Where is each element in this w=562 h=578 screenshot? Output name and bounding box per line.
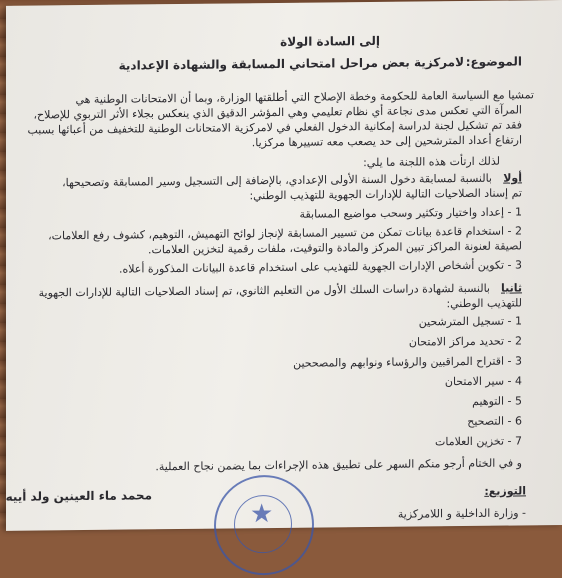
signature-name: محمد ماء العينين ولد أييه: [5, 488, 152, 504]
closing-sentence: و في الختام أرجو منكم السهر على تطبيق هذه الإجراءات بما يضمن نجاح العملية.: [155, 456, 522, 474]
distribution-label: التوزيع:: [484, 484, 526, 498]
first-section-intro: تم إسناد الصلاحيات التالية للإدارات الجهوية للتهذيب الوطني:: [249, 186, 522, 203]
first-section-heading: أولا: [503, 171, 522, 185]
distribution-item: - وزارة الداخلية و اللامركزية: [397, 506, 526, 521]
intro-line: فقد تم تشكيل لجنة لدراسة إمكانية الدخول الفعلي في لامركزية الامتحانات الوطنية للتخفيف من أعبائها بسبب: [27, 118, 522, 137]
second-section-item: 1 - تسجيل المترشحين: [418, 314, 522, 329]
star-icon: ★: [250, 499, 274, 530]
official-stamp: [214, 475, 314, 576]
first-section-item: لصيقة لعنونة المراكز تبين المركز والمادة والتوقيت، ملفات رقمية لتخزين العلامات.: [147, 239, 522, 257]
intro-line: ارتفاع أعداد المترشحين إلى حد يصعب معه تسييرها مركزيا.: [251, 133, 522, 150]
first-section-item: 3 - تكوين أشخاص الإدارات الجهوية للتهذيب على استخدام قاعدة البيانات المذكورة أعلاه.: [118, 258, 522, 276]
first-section-item: 2 - استخدام قاعدة بيانات تمكن من تسيير المسابقة لإنجاز لوائح التهميش، التوهيم، كشوف رفع العلامات،: [48, 224, 522, 243]
second-section-item: 7 - تخزين العلامات: [434, 434, 522, 449]
second-section-item: 2 - تحديد مراكز الامتحان: [408, 334, 522, 349]
first-section-intro: بالنسبة لمسابقة دخول السنة الأولى الإعدادي، بالإضافة إلى التسجيل وسير المسابقة وتصحيحها،: [62, 171, 492, 190]
letter-subject-label: الموضوع:: [465, 54, 522, 70]
second-section-intro: للتهذيب الوطني:: [446, 296, 522, 311]
second-section-item: 3 - اقتراح المراقبين والرؤساء ونوابهم والمصححين: [293, 354, 522, 370]
second-section-intro: بالنسبة لشهادة دراسات السلك الأول من التعليم الثانوي، تم إسناد الصلاحيات التالية للإدارات الجهوية: [38, 281, 490, 300]
letter-subject: لامركزية بعض مراحل امتحاني المسابقة والشهادة الإعدادية: [118, 55, 464, 73]
second-section-heading: ثانيا: [500, 281, 522, 295]
second-section-item: 5 - التوهيم: [472, 394, 522, 408]
intro-line: لذلك ارتأت هذه اللجنة ما يلي:: [363, 154, 500, 170]
first-section-item: 1 - إعداد واختيار وتكثير وسحب مواضيع المسابقة: [299, 205, 522, 221]
second-section-item: 4 - سير الامتحان: [444, 374, 522, 389]
intro-line: المرآة التي تعكس مدى نجاعة أي نظام تعليمي وهي المؤشر الدقيق الذي ينعكس بجلاء الأثر التربوي للإصلاح،: [33, 103, 522, 122]
intro-line: تمشيا مع السياسة العامة للحكومة وخطة الإصلاح التي أطلقتها الوزارة، وبما أن الامتحانات الوطنية هي: [75, 88, 534, 107]
second-section-item: 6 - التصحيح: [467, 414, 522, 428]
letter-page: [6, 0, 562, 531]
letter-recipient: إلى السادة الولاة: [280, 33, 380, 49]
